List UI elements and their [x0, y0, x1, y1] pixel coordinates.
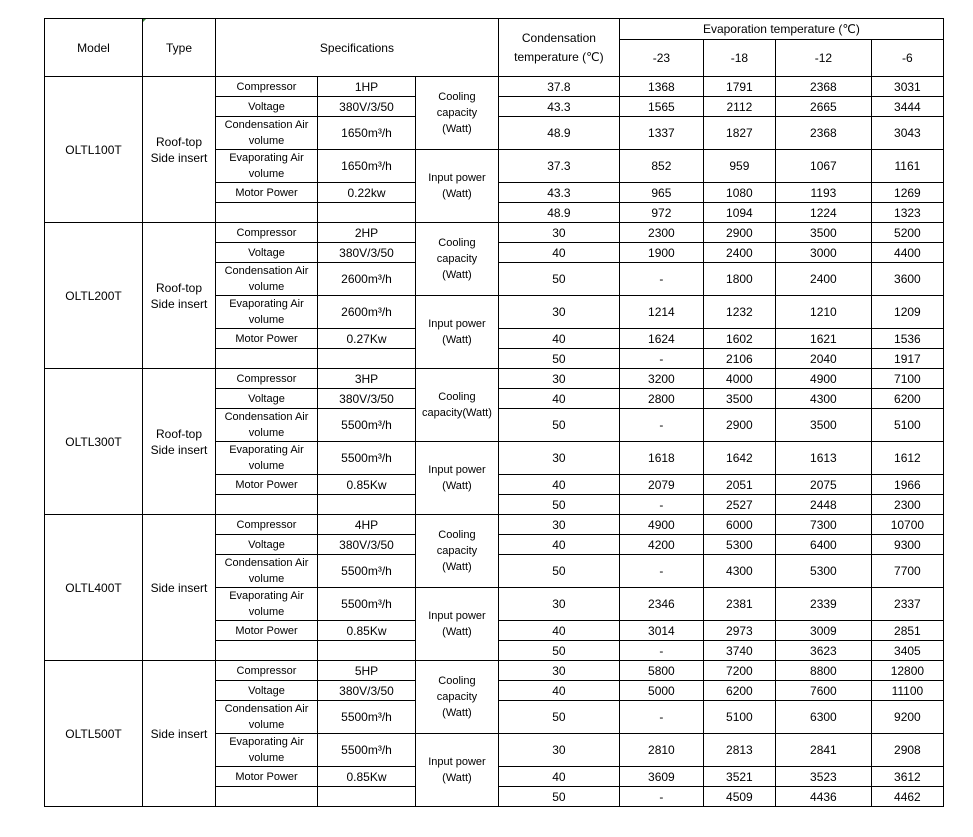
spec-value: 2HP	[318, 223, 416, 243]
header-evap-temp: -6	[871, 40, 943, 77]
spec-value: 4HP	[318, 515, 416, 535]
condensation-temp-cell: 43.3	[498, 183, 619, 203]
value-cell: 3740	[703, 641, 775, 661]
value-cell: 6400	[775, 535, 871, 555]
value-cell: 1966	[871, 475, 943, 495]
spec-label	[216, 203, 318, 223]
value-cell: 2346	[619, 588, 703, 621]
value-cell: 3523	[775, 767, 871, 787]
value-cell: 2075	[775, 475, 871, 495]
value-cell: 2106	[703, 349, 775, 369]
value-cell: 1224	[775, 203, 871, 223]
spec-label: Voltage	[216, 535, 318, 555]
condensation-temp-cell: 48.9	[498, 203, 619, 223]
header-specifications: Specifications	[216, 19, 499, 77]
value-cell: 3623	[775, 641, 871, 661]
value-cell: 1827	[703, 117, 775, 150]
spec-label: Voltage	[216, 243, 318, 263]
value-cell: 2368	[775, 77, 871, 97]
value-cell: 1232	[703, 296, 775, 329]
input-power-label: Input power (Watt)	[416, 442, 499, 515]
condensation-temp-cell: 43.3	[498, 97, 619, 117]
header-row-1	[45, 19, 944, 40]
condensation-temp-cell: 37.3	[498, 150, 619, 183]
cooling-capacity-label: Cooling capacity (Watt)	[416, 515, 499, 588]
condensation-temp-cell: 40	[498, 767, 619, 787]
value-cell: 2810	[619, 734, 703, 767]
spec-label: Motor Power	[216, 475, 318, 495]
value-cell: 1612	[871, 442, 943, 475]
value-cell: 5200	[871, 223, 943, 243]
value-cell: 3521	[703, 767, 775, 787]
spec-label: Condensation Air volume	[216, 263, 318, 296]
value-cell: 2527	[703, 495, 775, 515]
value-cell: 3031	[871, 77, 943, 97]
value-cell: 2900	[703, 223, 775, 243]
condensation-temp-cell: 40	[498, 475, 619, 495]
condensation-temp-cell: 30	[498, 515, 619, 535]
value-cell: 7100	[871, 369, 943, 389]
value-cell: 9300	[871, 535, 943, 555]
value-cell: 1613	[775, 442, 871, 475]
spec-label: Motor Power	[216, 767, 318, 787]
value-cell: 3200	[619, 369, 703, 389]
value-cell: 2040	[775, 349, 871, 369]
value-cell: 1214	[619, 296, 703, 329]
value-cell: -	[619, 409, 703, 442]
value-cell: 1094	[703, 203, 775, 223]
spec-label: Evaporating Air volume	[216, 442, 318, 475]
type-cell: Roof-top Side insert	[143, 223, 216, 369]
value-cell: 11100	[871, 681, 943, 701]
value-cell: 2300	[619, 223, 703, 243]
value-cell: 1080	[703, 183, 775, 203]
value-cell: 1900	[619, 243, 703, 263]
spec-value: 3HP	[318, 369, 416, 389]
spec-label: Motor Power	[216, 183, 318, 203]
header-type: Type	[143, 19, 216, 77]
value-cell: 2813	[703, 734, 775, 767]
condensation-temp-cell: 30	[498, 296, 619, 329]
value-cell: 1193	[775, 183, 871, 203]
value-cell: 959	[703, 150, 775, 183]
spec-value: 5500m³/h	[318, 555, 416, 588]
value-cell: 1067	[775, 150, 871, 183]
spec-label: Compressor	[216, 77, 318, 97]
header-evap-temp: -12	[775, 40, 871, 77]
condensation-temp-cell: 30	[498, 369, 619, 389]
spec-value: 5500m³/h	[318, 442, 416, 475]
cooling-capacity-label: Cooling capacity(Watt)	[416, 369, 499, 442]
header-condensation-temperature: Condensation temperature (℃)	[498, 19, 619, 77]
value-cell: 3014	[619, 621, 703, 641]
value-cell: 1800	[703, 263, 775, 296]
spec-value: 2600m³/h	[318, 263, 416, 296]
value-cell: 10700	[871, 515, 943, 535]
type-cell: Roof-top Side insert	[143, 77, 216, 223]
value-cell: 4200	[619, 535, 703, 555]
spec-label	[216, 349, 318, 369]
value-cell: 2665	[775, 97, 871, 117]
value-cell: 5300	[775, 555, 871, 588]
spec-label: Compressor	[216, 661, 318, 681]
value-cell: 1917	[871, 349, 943, 369]
spec-value: 380V/3/50	[318, 243, 416, 263]
value-cell: 4900	[775, 369, 871, 389]
value-cell: -	[619, 641, 703, 661]
spec-label: Voltage	[216, 681, 318, 701]
spec-label: Motor Power	[216, 621, 318, 641]
value-cell: 4900	[619, 515, 703, 535]
value-cell: 2051	[703, 475, 775, 495]
value-cell: 1337	[619, 117, 703, 150]
spec-value: 5HP	[318, 661, 416, 681]
spec-label: Condensation Air volume	[216, 701, 318, 734]
value-cell: 1368	[619, 77, 703, 97]
condensation-temp-cell: 40	[498, 681, 619, 701]
model-cell: OLTL500T	[45, 661, 143, 807]
header-evap-temp: -18	[703, 40, 775, 77]
condensation-temp-cell: 40	[498, 389, 619, 409]
input-power-label: Input power (Watt)	[416, 150, 499, 223]
spec-label: Evaporating Air volume	[216, 296, 318, 329]
spec-label: Voltage	[216, 389, 318, 409]
spec-label: Condensation Air volume	[216, 555, 318, 588]
model-cell: OLTL300T	[45, 369, 143, 515]
table-row	[45, 515, 944, 535]
header-model: Model	[45, 19, 143, 77]
spec-value: 5500m³/h	[318, 588, 416, 621]
value-cell: 4300	[703, 555, 775, 588]
condensation-temp-cell: 37.8	[498, 77, 619, 97]
spec-value: 0.22kw	[318, 183, 416, 203]
value-cell: 3009	[775, 621, 871, 641]
condensation-temp-cell: 50	[498, 409, 619, 442]
spec-value	[318, 641, 416, 661]
spec-value	[318, 203, 416, 223]
value-cell: 5300	[703, 535, 775, 555]
table-row	[45, 77, 944, 97]
condensation-temp-cell: 30	[498, 588, 619, 621]
spec-value: 2600m³/h	[318, 296, 416, 329]
condensation-temp-cell: 50	[498, 701, 619, 734]
spec-value: 380V/3/50	[318, 681, 416, 701]
value-cell: 3612	[871, 767, 943, 787]
condensation-temp-cell: 30	[498, 442, 619, 475]
cooling-capacity-label: Cooling capacity (Watt)	[416, 223, 499, 296]
value-cell: 1565	[619, 97, 703, 117]
value-cell: 4300	[775, 389, 871, 409]
value-cell: 7700	[871, 555, 943, 588]
table-row	[45, 223, 944, 243]
value-cell: -	[619, 495, 703, 515]
model-cell: OLTL200T	[45, 223, 143, 369]
condensation-temp-cell: 50	[498, 495, 619, 515]
spec-value: 1HP	[318, 77, 416, 97]
value-cell: 2851	[871, 621, 943, 641]
value-cell: 2337	[871, 588, 943, 621]
value-cell: 7200	[703, 661, 775, 681]
value-cell: 4400	[871, 243, 943, 263]
type-cell: Roof-top Side insert	[143, 369, 216, 515]
value-cell: 4462	[871, 787, 943, 807]
value-cell: -	[619, 349, 703, 369]
value-cell: -	[619, 555, 703, 588]
value-cell: 5800	[619, 661, 703, 681]
value-cell: 2339	[775, 588, 871, 621]
condensation-temp-cell: 50	[498, 263, 619, 296]
spec-label: Compressor	[216, 515, 318, 535]
value-cell: 1621	[775, 329, 871, 349]
header-evaporation-temperature: Evaporation temperature (℃)	[619, 19, 943, 40]
input-power-label: Input power (Watt)	[416, 734, 499, 807]
value-cell: 3405	[871, 641, 943, 661]
value-cell: 1602	[703, 329, 775, 349]
type-cell: Side insert	[143, 515, 216, 661]
spec-label: Compressor	[216, 369, 318, 389]
value-cell: 2400	[703, 243, 775, 263]
condensation-temp-cell: 30	[498, 661, 619, 681]
value-cell: 3500	[775, 223, 871, 243]
condensation-temp-cell: 40	[498, 535, 619, 555]
spec-value	[318, 349, 416, 369]
value-cell: 6000	[703, 515, 775, 535]
value-cell: 7600	[775, 681, 871, 701]
value-cell: 1161	[871, 150, 943, 183]
value-cell: 2448	[775, 495, 871, 515]
value-cell: 2908	[871, 734, 943, 767]
value-cell: 2381	[703, 588, 775, 621]
value-cell: 6300	[775, 701, 871, 734]
input-power-label: Input power (Watt)	[416, 588, 499, 661]
value-cell: 4509	[703, 787, 775, 807]
value-cell: 1618	[619, 442, 703, 475]
value-cell: 1323	[871, 203, 943, 223]
value-cell: 4436	[775, 787, 871, 807]
value-cell: 2112	[703, 97, 775, 117]
spec-value: 380V/3/50	[318, 389, 416, 409]
spec-value: 0.27Kw	[318, 329, 416, 349]
input-power-label: Input power (Watt)	[416, 296, 499, 369]
value-cell: -	[619, 263, 703, 296]
spec-value: 380V/3/50	[318, 535, 416, 555]
model-cell: OLTL400T	[45, 515, 143, 661]
value-cell: 1269	[871, 183, 943, 203]
spec-value: 0.85Kw	[318, 767, 416, 787]
spec-label: Condensation Air volume	[216, 117, 318, 150]
value-cell: -	[619, 701, 703, 734]
value-cell: 1536	[871, 329, 943, 349]
value-cell: 3043	[871, 117, 943, 150]
value-cell: 1642	[703, 442, 775, 475]
value-cell: 972	[619, 203, 703, 223]
value-cell: 1624	[619, 329, 703, 349]
value-cell: 5000	[619, 681, 703, 701]
spec-value: 380V/3/50	[318, 97, 416, 117]
value-cell: 5100	[703, 701, 775, 734]
spec-value	[318, 787, 416, 807]
condensation-temp-cell: 40	[498, 621, 619, 641]
spec-value: 5500m³/h	[318, 734, 416, 767]
spec-value: 0.85Kw	[318, 621, 416, 641]
value-cell: 3000	[775, 243, 871, 263]
cooling-capacity-label: Cooling capacity (Watt)	[416, 661, 499, 734]
condensation-temp-cell: 40	[498, 243, 619, 263]
value-cell: 3609	[619, 767, 703, 787]
condensation-temp-cell: 50	[498, 555, 619, 588]
value-cell: 2400	[775, 263, 871, 296]
value-cell: 3500	[703, 389, 775, 409]
value-cell: 4000	[703, 369, 775, 389]
value-cell: 1791	[703, 77, 775, 97]
condensation-temp-cell: 50	[498, 787, 619, 807]
spec-table	[44, 18, 944, 807]
header-evap-temp: -23	[619, 40, 703, 77]
spec-value: 0.85Kw	[318, 475, 416, 495]
condensation-temp-cell: 30	[498, 734, 619, 767]
value-cell: -	[619, 787, 703, 807]
spec-label: Condensation Air volume	[216, 409, 318, 442]
value-cell: 1210	[775, 296, 871, 329]
value-cell: 3444	[871, 97, 943, 117]
value-cell: 852	[619, 150, 703, 183]
value-cell: 2368	[775, 117, 871, 150]
spec-label: Evaporating Air volume	[216, 734, 318, 767]
value-cell: 2841	[775, 734, 871, 767]
spec-value	[318, 495, 416, 515]
spec-label: Compressor	[216, 223, 318, 243]
spec-label	[216, 641, 318, 661]
value-cell: 2800	[619, 389, 703, 409]
value-cell: 1209	[871, 296, 943, 329]
value-cell: 3500	[775, 409, 871, 442]
spec-label: Evaporating Air volume	[216, 588, 318, 621]
model-cell: OLTL100T	[45, 77, 143, 223]
value-cell: 965	[619, 183, 703, 203]
table-row	[45, 661, 944, 681]
value-cell: 3600	[871, 263, 943, 296]
value-cell: 2900	[703, 409, 775, 442]
value-cell: 5100	[871, 409, 943, 442]
spec-label: Evaporating Air volume	[216, 150, 318, 183]
value-cell: 7300	[775, 515, 871, 535]
value-cell: 2973	[703, 621, 775, 641]
spec-value: 1650m³/h	[318, 150, 416, 183]
spec-label	[216, 787, 318, 807]
value-cell: 2300	[871, 495, 943, 515]
value-cell: 12800	[871, 661, 943, 681]
value-cell: 9200	[871, 701, 943, 734]
spec-value: 5500m³/h	[318, 409, 416, 442]
spec-value: 1650m³/h	[318, 117, 416, 150]
cooling-capacity-label: Cooling capacity (Watt)	[416, 77, 499, 150]
condensation-temp-cell: 50	[498, 349, 619, 369]
condensation-temp-cell: 30	[498, 223, 619, 243]
spec-label: Voltage	[216, 97, 318, 117]
spec-value: 5500m³/h	[318, 701, 416, 734]
condensation-temp-cell: 50	[498, 641, 619, 661]
condensation-temp-cell: 40	[498, 329, 619, 349]
value-cell: 6200	[871, 389, 943, 409]
spec-label	[216, 495, 318, 515]
value-cell: 6200	[703, 681, 775, 701]
spec-label: Motor Power	[216, 329, 318, 349]
value-cell: 2079	[619, 475, 703, 495]
type-cell: Side insert	[143, 661, 216, 807]
value-cell: 8800	[775, 661, 871, 681]
table-row	[45, 369, 944, 389]
condensation-temp-cell: 48.9	[498, 117, 619, 150]
